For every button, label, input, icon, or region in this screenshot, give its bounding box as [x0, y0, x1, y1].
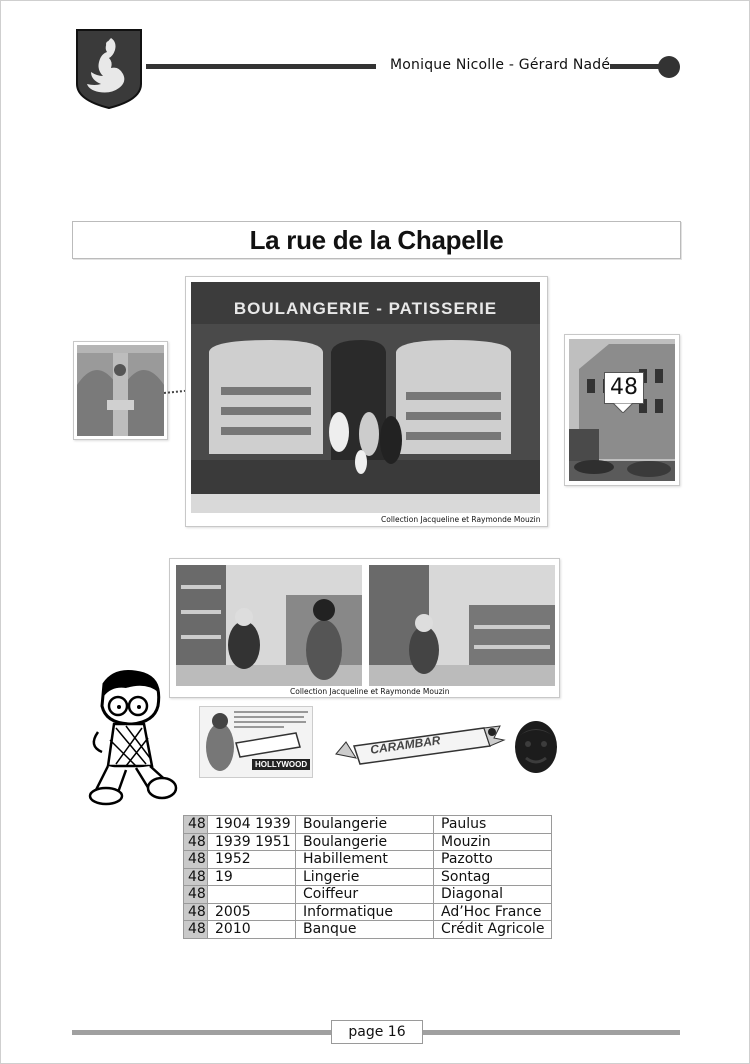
cell-number: 48	[184, 851, 208, 869]
cell-name: Diagonal	[434, 886, 552, 904]
page-title-box	[72, 221, 681, 259]
cell-years: 1952	[208, 851, 296, 869]
table-row	[184, 833, 552, 851]
bakery-storefront-photo	[185, 276, 548, 527]
carambar-label: CARAMBAR	[369, 733, 442, 757]
cartoon-boy-illustration	[86, 666, 178, 808]
cell-years: 1939 1951	[208, 833, 296, 851]
cell-number: 48	[184, 816, 208, 834]
page-title: La rue de la Chapelle	[249, 225, 504, 255]
cell-trade: Coiffeur	[296, 886, 434, 904]
house-48-photo	[564, 334, 680, 486]
cell-trade: Habillement	[296, 851, 434, 869]
header-authors: Monique Nicolle - Gérard Nadé	[390, 57, 611, 73]
cell-name: Pazotto	[434, 851, 552, 869]
cell-trade: Boulangerie	[296, 816, 434, 834]
header-rule-left	[146, 64, 376, 69]
footer-rule-left	[72, 1030, 332, 1035]
page-number: page 16	[331, 1020, 423, 1044]
cell-years: 2005	[208, 903, 296, 921]
cell-number: 48	[184, 921, 208, 939]
header-dot	[658, 56, 680, 78]
cell-trade: Boulangerie	[296, 833, 434, 851]
licorice-candy-icon	[513, 718, 559, 776]
table-row	[184, 851, 552, 869]
cell-name: Crédit Agricole	[434, 921, 552, 939]
facade-detail-photo	[73, 341, 168, 440]
cell-number: 48	[184, 886, 208, 904]
cell-name: Mouzin	[434, 833, 552, 851]
cell-number: 48	[184, 868, 208, 886]
table-row	[184, 921, 552, 939]
cell-name: Ad’Hoc France	[434, 903, 552, 921]
footer-rule-right	[421, 1030, 680, 1035]
bakery-interior-photos	[169, 558, 560, 698]
cell-years: 2010	[208, 921, 296, 939]
table-row	[184, 816, 552, 834]
cell-years: 19	[208, 868, 296, 886]
coat-of-arms-icon	[75, 28, 143, 110]
header-rule-right	[610, 64, 664, 69]
cell-name: Sontag	[434, 868, 552, 886]
cell-number: 48	[184, 833, 208, 851]
interior-photo-caption: Collection Jacqueline et Raymonde Mouzin	[290, 687, 450, 696]
table-row	[184, 903, 552, 921]
cell-number: 48	[184, 903, 208, 921]
main-photo-caption: Collection Jacqueline et Raymonde Mouzin	[381, 515, 541, 524]
carambar-candy	[334, 724, 506, 766]
cell-trade: Informatique	[296, 903, 434, 921]
hollywood-label: HOLLYWOOD	[252, 759, 310, 770]
shops-history-table	[183, 815, 552, 939]
cell-name: Paulus	[434, 816, 552, 834]
cell-trade: Lingerie	[296, 868, 434, 886]
table-row	[184, 886, 552, 904]
bakery-sign-text: BOULANGERIE - PATISSERIE	[233, 299, 498, 318]
house-number-pointer	[613, 403, 633, 413]
table-row	[184, 868, 552, 886]
cell-trade: Banque	[296, 921, 434, 939]
cell-years: 1904 1939	[208, 816, 296, 834]
house-number-marker	[604, 372, 644, 404]
house-number: 48	[610, 375, 638, 400]
cell-years	[208, 886, 296, 904]
hollywood-gum-ad	[199, 706, 313, 778]
